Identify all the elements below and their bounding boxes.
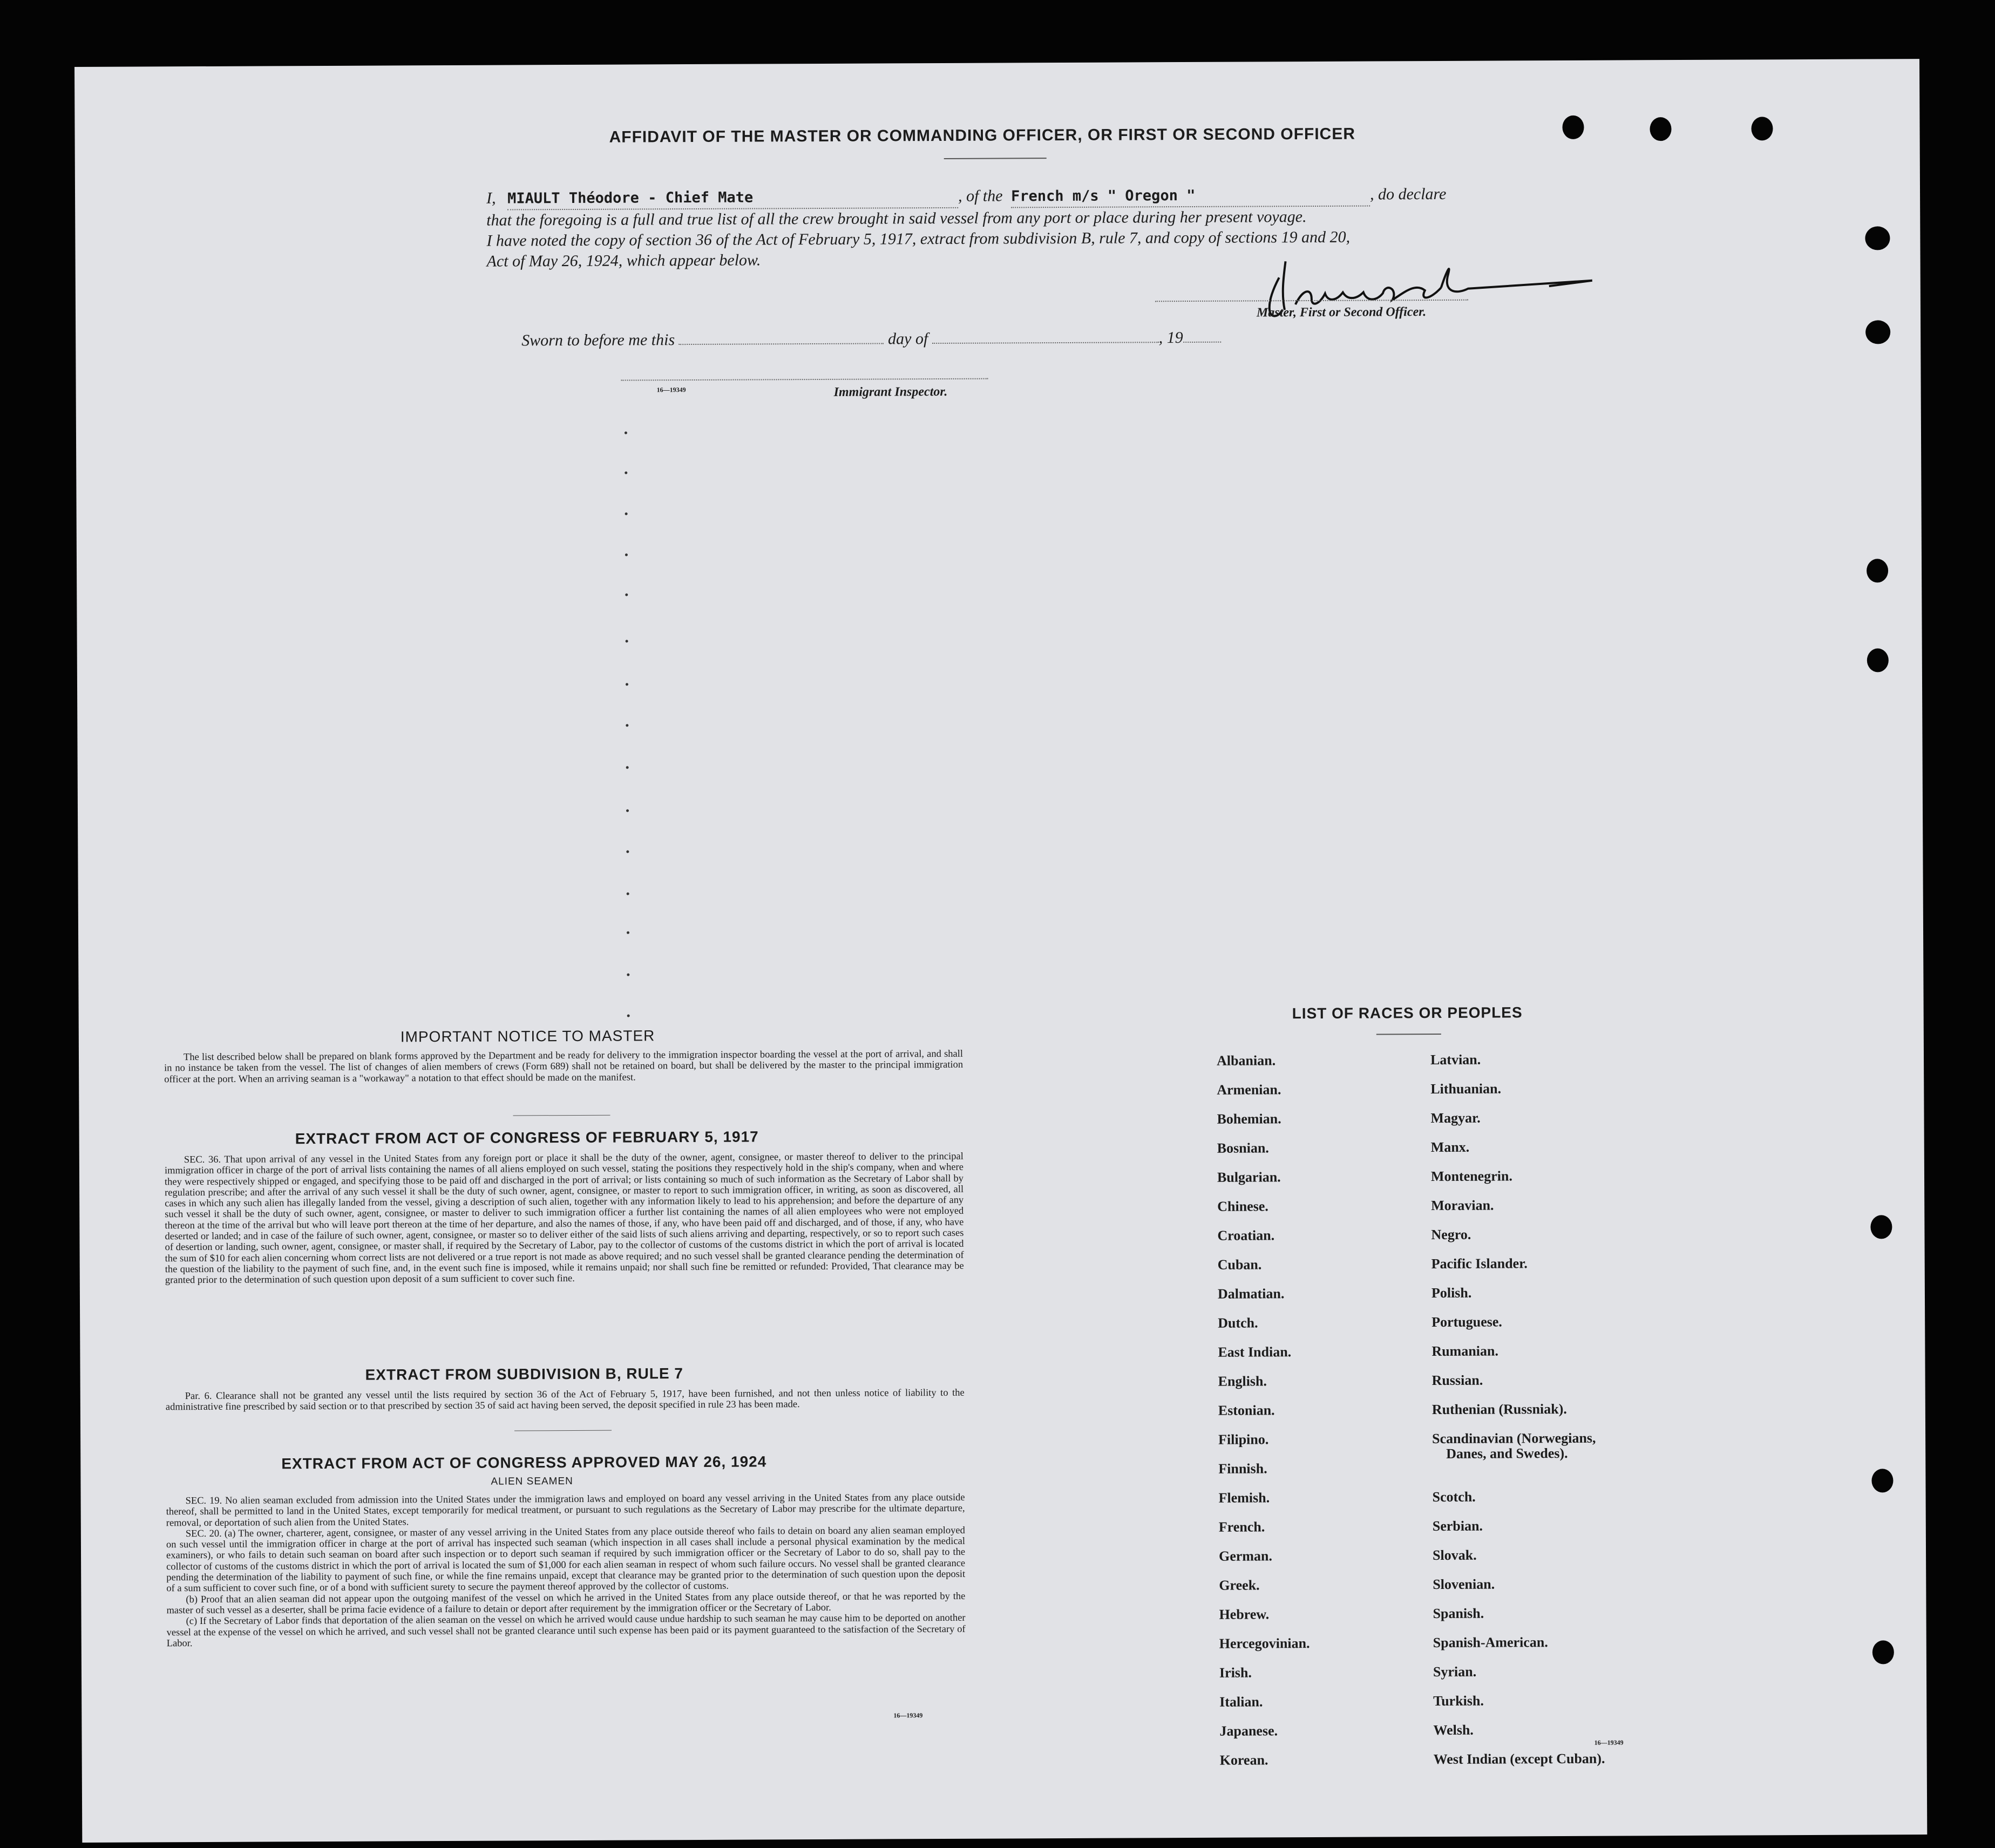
declaration: I, MIAULT Théodore - Chief Mate , of the French m/s " Oregon " , do declare that the foregoing is a full and true list of all the crew brought in said vessel from any port or place during her present voyage. I have noted the copy of section 36 of the Act of February 5, 1917, extract from subdivision B, rule 7, and copy of sections 19 and 20, Act of May 26, 1924, which appear below.: [486, 185, 1447, 270]
alien-seamen-subheading: ALIEN SEAMEN: [491, 1475, 573, 1487]
race-item: Lithuanian.: [1430, 1081, 1502, 1097]
race-item: Syrian.: [1433, 1663, 1477, 1680]
race-item: Japanese.: [1219, 1723, 1278, 1739]
race-item: English.: [1218, 1373, 1267, 1389]
race-item: Dalmatian.: [1217, 1286, 1285, 1302]
extract-1924-body: SEC. 19. No alien seaman excluded from admission into the United States under the immigration laws and employed on board any vessel arriving in the United States from any place outside thereof, shall be permitted to land in the United States, except temporarily for medical treatment, or pursuant to such regulations as the Secretary of Labor may prescribe for the ultimate departure, removal, or deportation of such alien from the United States. SEC. 20. (a) The owner, charterer, agent, consignee, or master of any vessel arriving in the United States from any place outside thereof who fails to detain on board any alien seaman employed on such vessel until the immigration officer in charge at the port of arrival has inspected such seaman (which inspection in all cases shall include a personal physical examination by the medical examiners), or who fails to detain such seaman on board after such inspection or to deport such seaman if required by such immigration officer or the Secretary of Labor to do so, shall pay to the collector of customs of the customs district in which the port of arrival is located the sum of $1,000 for each alien seaman in respect of whom such failure occurs. No vessel shall be granted clearance pending the determination of the liability to payment of such fine, or while the fine remains unpaid, except that clearance may be granted prior to the determination of such question upon the deposit of a sum sufficient to cover such fine, or of a bond with sufficient surety to secure the payment thereof approved by the collector of customs. (b) Proof that an alien seaman did not appear upon the outgoing manifest of the vessel on which he arrived in the United States from any place outside thereof, or that he was reported by the master of such vessel as a deserter, shall be prima facie evidence of a failure to detain or deport after requirement by the immigration officer or the Secretary of Labor. (c) If the Secretary of Labor finds that deportation of the alien seaman on the vessel on which he arrived would cause undue hardship to such seaman he may cause him to be deported on another vessel at the expense of the vessel on which he arrived, and such vessel shall not be granted clearance until such expense has been paid or its payment guaranteed to the satisfaction of the Secretary of Labor.: [166, 1492, 966, 1649]
race-item: Welsh.: [1433, 1722, 1474, 1738]
race-item: Ruthenian (Russniak).: [1431, 1401, 1567, 1418]
race-item: Hercegovinian.: [1219, 1635, 1310, 1652]
officer-name-field: MIAULT Théodore - Chief Mate: [507, 187, 958, 210]
race-item: Bulgarian.: [1217, 1169, 1281, 1185]
race-item: Albanian.: [1216, 1052, 1276, 1069]
binding-hole-icon: [1867, 648, 1889, 672]
form-number-right: 16—19349: [1594, 1738, 1624, 1747]
race-item: Slovenian.: [1433, 1576, 1495, 1593]
subdivision-body: Par. 6. Clearance shall not be granted any vessel until the lists required by section 36 of the Act of February 5, 1917, have been furnished, and not then unless notice of liability to the administrative fine prescribed by said section or to that prescribed by section 35 of said act having been served, the deposit specified in rule 23 has been made.: [165, 1387, 965, 1413]
race-item: Filipino.: [1218, 1431, 1269, 1448]
race-item: Portuguese.: [1431, 1314, 1502, 1330]
binding-hole-icon: [1872, 1640, 1894, 1664]
race-item: Armenian.: [1217, 1082, 1281, 1098]
race-item: Dutch.: [1218, 1315, 1258, 1331]
form-number-left: 16—19349: [893, 1711, 923, 1720]
race-item: Scotch.: [1432, 1489, 1476, 1505]
notice-heading: IMPORTANT NOTICE TO MASTER: [400, 1027, 655, 1045]
binding-hole-icon: [1562, 116, 1584, 139]
race-item: Slovak.: [1432, 1547, 1477, 1564]
binding-hole-icon: [1865, 320, 1890, 344]
binding-hole-icon: [1867, 559, 1888, 582]
race-item: Bohemian.: [1217, 1111, 1281, 1127]
race-item: Spanish-American.: [1433, 1634, 1548, 1651]
extract-1924-heading: EXTRACT FROM ACT OF CONGRESS APPROVED MAY 26, 1924: [281, 1453, 767, 1472]
race-item: East Indian.: [1218, 1344, 1292, 1360]
race-item: Moravian.: [1431, 1197, 1494, 1214]
binding-hole-icon: [1871, 1469, 1893, 1492]
race-item: Irish.: [1219, 1664, 1252, 1681]
title-rule: [944, 158, 1047, 159]
races-rule: [1376, 1034, 1441, 1035]
race-item: Danes, and Swedes).: [1446, 1445, 1568, 1462]
inspector-signature-line: [621, 378, 988, 381]
race-item: Finnish.: [1218, 1460, 1267, 1477]
race-item: Hebrew.: [1219, 1606, 1270, 1622]
race-item: Polish.: [1431, 1285, 1472, 1301]
race-item: Croatian.: [1217, 1227, 1275, 1244]
section-rule: [513, 1115, 610, 1116]
binding-hole-icon: [1650, 117, 1671, 141]
affidavit-title: AFFIDAVIT OF THE MASTER OR COMMANDING OFFICER, OR FIRST OR SECOND OFFICER: [609, 125, 1356, 146]
race-item: French.: [1218, 1519, 1265, 1535]
race-item: Estonian.: [1218, 1402, 1275, 1418]
race-item: Rumanian.: [1431, 1343, 1499, 1360]
binding-hole-icon: [1751, 117, 1773, 140]
race-item: Magyar.: [1430, 1110, 1481, 1126]
notice-body: The list described below shall be prepared on blank forms approved by the Department and be ready for delivery to the immigration inspector boarding the vessel at the port of arrival, and shall in no instance be taken from the vessel. The list of changes of alien members of crews (Form 689) shall not be retained on board, but shall be delivered by the master to the principal immigration officer at the port. When an arriving seaman is a "workaway" a notation to that effect should be made on the manifest.: [164, 1048, 963, 1085]
race-item: Flemish.: [1218, 1490, 1270, 1506]
extract-1917-heading: EXTRACT FROM ACT OF CONGRESS OF FEBRUARY 5, 1917: [295, 1128, 759, 1147]
race-item: Montenegrin.: [1430, 1168, 1512, 1185]
race-item: West Indian (except Cuban).: [1433, 1750, 1605, 1768]
race-item: Pacific Islander.: [1431, 1255, 1528, 1272]
race-item: Manx.: [1430, 1139, 1470, 1156]
race-item: Serbian.: [1432, 1518, 1483, 1534]
race-item: Cuban.: [1217, 1256, 1262, 1273]
race-item: Turkish.: [1433, 1693, 1484, 1709]
document-page: [74, 59, 1927, 1843]
inspector-caption: Immigrant Inspector.: [833, 384, 948, 399]
race-item: Chinese.: [1217, 1198, 1268, 1214]
binding-hole-icon: [1865, 226, 1890, 250]
vessel-field: French m/s " Oregon ": [1011, 185, 1370, 208]
race-item: Russian.: [1431, 1372, 1483, 1389]
sworn-line: Sworn to before me this day of , 19: [521, 329, 1221, 350]
races-heading: LIST OF RACES OR PEOPLES: [1292, 1004, 1523, 1022]
signature-caption: Master, First or Second Officer.: [1256, 305, 1427, 320]
race-item: Bosnian.: [1217, 1140, 1269, 1156]
form-number-top: 16—19349: [656, 386, 686, 394]
race-item: Spanish.: [1433, 1605, 1484, 1622]
subdivision-heading: EXTRACT FROM SUBDIVISION B, RULE 7: [365, 1365, 684, 1383]
binding-hole-icon: [1870, 1215, 1892, 1239]
race-item: German.: [1218, 1548, 1273, 1564]
section-rule: [514, 1430, 612, 1431]
race-item: Latvian.: [1430, 1051, 1481, 1068]
race-item: Scandinavian (Norwegians,: [1432, 1430, 1596, 1447]
extract-1917-body: SEC. 36. That upon arrival of any vessel in the United States from any foreign port or place it shall be the duty of the owner, agent, consignee, or master thereof to deliver to the principal immigration officer in charge of the port of arrival lists containing the names of all aliens employed on such vessel, stating the positions they respectively hold in the ship's company, when and where they were respectively shipped or engaged, and specifying those to be paid off and discharged in the port of arrival; or lists containing so much of such information as the Secretary of Labor shall by regulation prescribe; and after the arrival of any such vessel it shall be the duty of such owner, agent, consignee, or master to report to such immigration officer, in writing, as soon as discovered, all cases in which any such alien has illegally landed from the vessel, giving a description of such alien, together with any information likely to lead to his apprehension; and before the departure of any such vessel it shall be the duty of such owner, agent, consignee, or master to deliver to such immigration officer a further list containing the names of all alien employees who were not employed thereon at the time of the arrival but who will leave port thereon at the time of her departure, and also the names of those, if any, who have been paid off and discharged, and of those, if any, who have deserted or landed; and in case of the failure of such owner, agent, consignee, or master so to deliver either of the said lists of such aliens arriving and departing, respectively, or so to report such cases of desertion or landing, such owner, agent, consignee, or master shall, if required by the Secretary of Labor, pay to the collector of customs of the customs district in which the port of arrival is located the sum of $10 for each alien concerning whom correct lists are not delivered or a true report is not made as above required; and no such vessel shall be granted clearance pending the determination of the question of the liability to the payment of such fine, and, in the event such fine is imposed, while it remains unpaid; nor shall such fine be remitted or refunded: Provided, That clearance may be granted prior to the determination of such question upon deposit of a sum sufficient to cover such fine.: [164, 1151, 964, 1286]
race-item: Italian.: [1219, 1694, 1263, 1710]
race-item: Negro.: [1431, 1226, 1471, 1243]
race-item: Korean.: [1219, 1752, 1268, 1768]
race-item: Greek.: [1219, 1577, 1260, 1593]
